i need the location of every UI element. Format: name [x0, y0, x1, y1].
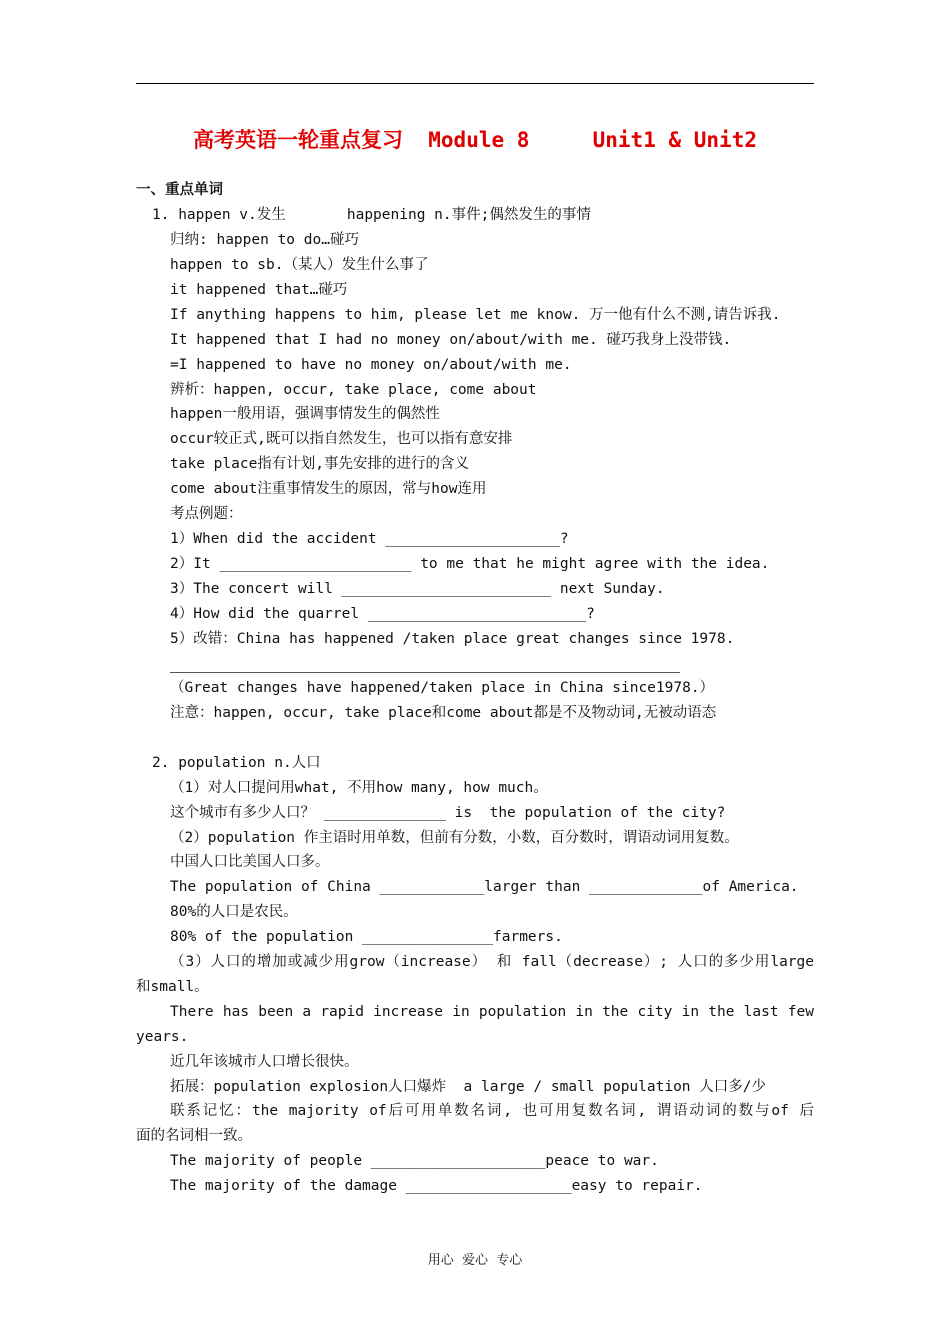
item1-line: happen一般用语，强调事情发生的偶然性 [170, 406, 440, 422]
item1-line: occur较正式,既可以指自然发生，也可以指有意安排 [170, 431, 513, 447]
page-title: 高考英语一轮重点复习 Module 8 Unit1 & Unit2 [192, 128, 757, 152]
exercise-question: 3）The concert will ________________________ next Sunday. [170, 581, 665, 597]
answer-blank-line [170, 672, 680, 673]
example-sentence: If anything happens to him, please let me know. 万一他有什么不测,请告诉我. [170, 307, 781, 323]
exercise-question: 4）How did the quarrel _________________________? [170, 606, 595, 622]
item2-line: 2. population n.人口 [152, 755, 321, 771]
section-heading: 一、重点单词 [136, 182, 223, 198]
item1-line: it happened that…碰巧 [170, 282, 348, 298]
item2-line: 中国人口比美国人口多。 [170, 854, 330, 870]
item1-line: 归纳: happen to do…碰巧 [170, 232, 359, 248]
exercise-question: 5）改错：China has happened /taken place great changes since 1978. [170, 631, 735, 647]
page-footer: 用心 爱心 专心 [427, 1253, 523, 1268]
exercise-question: 80% of the population _______________farmers. [170, 929, 563, 945]
answer-line: （Great changes have happened/taken place in China since1978.） [170, 680, 715, 696]
example-sentence: There has been a rapid increase in population in the city in the last few [170, 1004, 814, 1020]
header-rule [136, 83, 814, 84]
item2-line: 和small。 [136, 979, 209, 995]
item1-line: happen to sb.（某人）发生什么事了 [170, 257, 429, 273]
exercise-question: The population of China ____________larger than _____________of America. [170, 879, 799, 895]
item1-line: come about注重事情发生的原因，常与how连用 [170, 481, 487, 497]
item1-line: 辨析：happen, occur, take place, come about [170, 382, 537, 398]
exercise-question: 1）When did the accident ____________________? [170, 531, 569, 547]
item2-line: 近几年该城市人口增长很快。 [170, 1054, 359, 1070]
exercise-question: 这个城市有多少人口？ ______________ is the population of the city? [170, 805, 726, 821]
item2-line: 面的名词相一致。 [136, 1128, 252, 1144]
item1-line: take place指有计划,事先安排的进行的含义 [170, 456, 470, 472]
item2-line: 80%的人口是农民。 [170, 904, 298, 920]
example-sentence: =I happened to have no money on/about/with me. [170, 357, 572, 373]
example-sentence: years. [136, 1029, 189, 1045]
item1-line: 1. happen v.发生 happening n.事件;偶然发生的事情 [152, 207, 591, 223]
example-sentence: It happened that I had no money on/about/with me. 碰巧我身上没带钱. [170, 332, 732, 348]
item2-line: （3）人口的增加或减少用grow（increase） 和 fall（decrease）; 人口的多少用large [170, 954, 814, 970]
exercise-question: The majority of the damage ___________________easy to repair. [170, 1178, 703, 1194]
item2-line: （2）population 作主语时用单数，但前有分数，小数，百分数时，谓语动词用复数。 [170, 830, 739, 846]
item2-line: 拓展：population explosion人口爆炸 a large / small population 人口多/少 [170, 1079, 766, 1095]
note-line: 注意：happen, occur, take place和come about都是不及物动词,无被动语态 [170, 705, 717, 721]
item2-line: （1）对人口提问用what, 不用how many, how much。 [170, 780, 548, 796]
exercise-question: 2）It ______________________ to me that he might agree with the idea. [170, 556, 770, 572]
item2-line: 联系记忆：the majority of后可用单数名词, 也可用复数名词, 谓语动词的数与of 后 [170, 1103, 814, 1119]
exercise-question: The majority of people ____________________peace to war. [170, 1153, 659, 1169]
item1-line: 考点例题： [170, 506, 243, 522]
